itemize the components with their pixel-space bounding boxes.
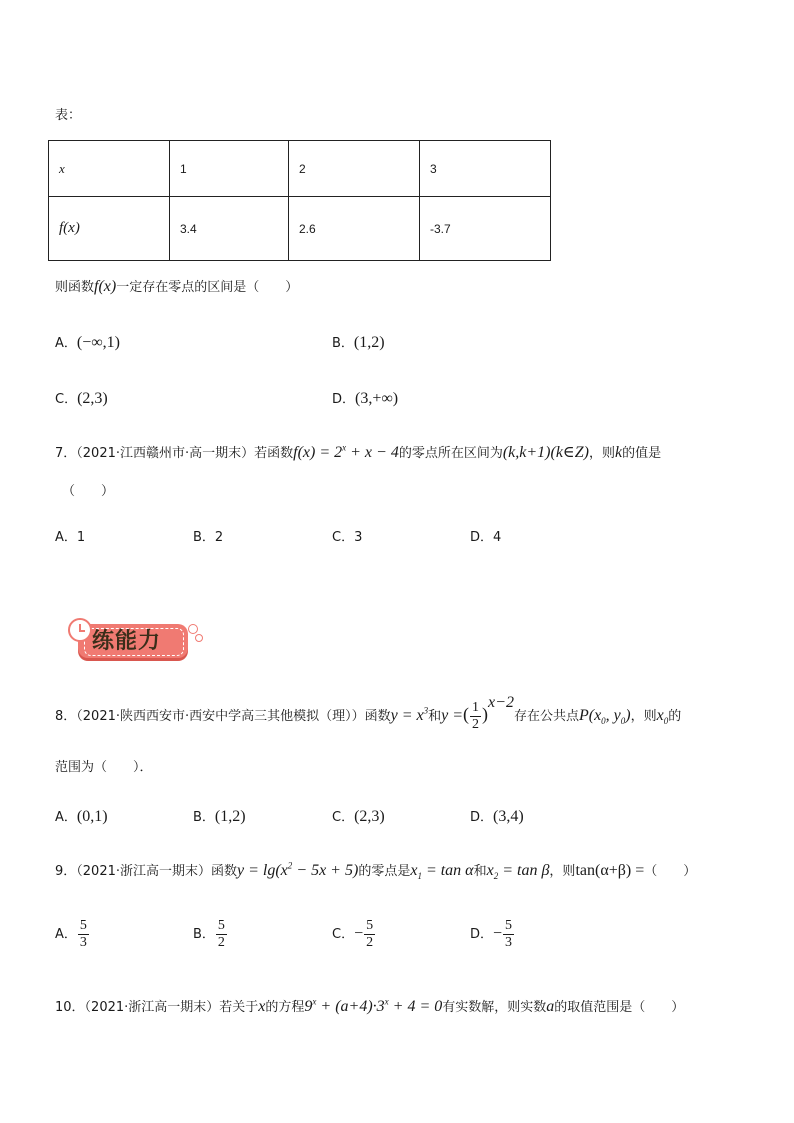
value-table	[48, 140, 551, 261]
question-7-answer-paren: （ ）	[62, 484, 115, 499]
question-8-option-b[interactable]: B．(1,2)	[193, 808, 246, 825]
question-6-option-c[interactable]: C．(2,3)	[55, 390, 108, 407]
question-8-option-c[interactable]: C．(2,3)	[332, 808, 385, 825]
question-7-option-c[interactable]: C．3	[332, 530, 363, 545]
table-header-cell: 3	[420, 141, 551, 197]
question-7-option-b[interactable]: B．2	[193, 530, 224, 545]
question-7-option-d[interactable]: D．4	[470, 530, 502, 545]
table-cell: 2.6	[289, 197, 420, 261]
question-6-option-b[interactable]: B．(1,2)	[332, 334, 385, 351]
section-badge	[70, 620, 202, 662]
question-8-option-d[interactable]: D．(3,4)	[470, 808, 524, 825]
question-9-stem: 9．（2021·浙江高一期末）函数$y = \lg(x^2 - 5x + 5)$的零点是$x_1 = \tan \alpha$和$x_2 = \tan \beta$，则tan(α+β) =（ ）	[55, 860, 697, 882]
question-7-option-a[interactable]: A．1	[55, 530, 86, 545]
table-cell: 3.4	[170, 197, 289, 261]
question-9-option-b[interactable]: B． $\frac{5}{2}$	[193, 918, 225, 950]
table-intro: 表：	[55, 108, 82, 123]
question-6-stem: 则函数f(x)一定存在零点的区间是（ ）	[55, 278, 299, 295]
ring-icon	[195, 634, 203, 642]
badge-label: 练能力	[92, 629, 162, 654]
table-row	[49, 197, 551, 261]
question-8-stem-line2: 范围为（ ）．	[55, 760, 153, 775]
question-6-option-d[interactable]: D．(3,+∞)	[332, 390, 399, 407]
question-10-stem: 10．（2021·浙江高一期末）若关于x的方程$9^x + (a+4)\cdot 3^x + 4 = 0$有实数解，则实数a的取值范围是（ ）	[55, 996, 685, 1015]
question-9-option-a[interactable]: A． $\frac{5}{3}$	[55, 918, 87, 950]
fraction: $\frac{1}{2}$	[472, 700, 480, 732]
clock-icon	[68, 618, 92, 642]
question-9-option-c[interactable]: C．− $\frac{5}{2}$	[332, 918, 374, 950]
question-6-option-a[interactable]: A．(−∞,1)	[55, 334, 120, 351]
question-8-stem: 8．（2021·陕西西安市·西安中学高三其他模拟（理））函数$y = x^3$和y =( $\frac{1}{2}$ )$^{x-2}$存在公共点$P(x_0$, $y_0$)，则$x_0$的	[55, 693, 682, 732]
table-header-row	[49, 141, 551, 197]
question-7-stem: 7．（2021·江西赣州市·高一期末）若函数$f(x) = 2^x + x - 4$的零点所在区间为(k,k+1)(k∈Z)，则k的值是	[55, 442, 662, 461]
table-header-x: x	[49, 141, 170, 197]
table-header-cell: 2	[289, 141, 420, 197]
ring-icon	[188, 624, 198, 634]
table-header-cell: 1	[170, 141, 289, 197]
question-8-option-a[interactable]: A．(0,1)	[55, 808, 108, 825]
table-row-label: f(x)	[49, 197, 170, 261]
question-9-option-d[interactable]: D．− $\frac{5}{3}$	[470, 918, 513, 950]
table-cell: -3.7	[420, 197, 551, 261]
